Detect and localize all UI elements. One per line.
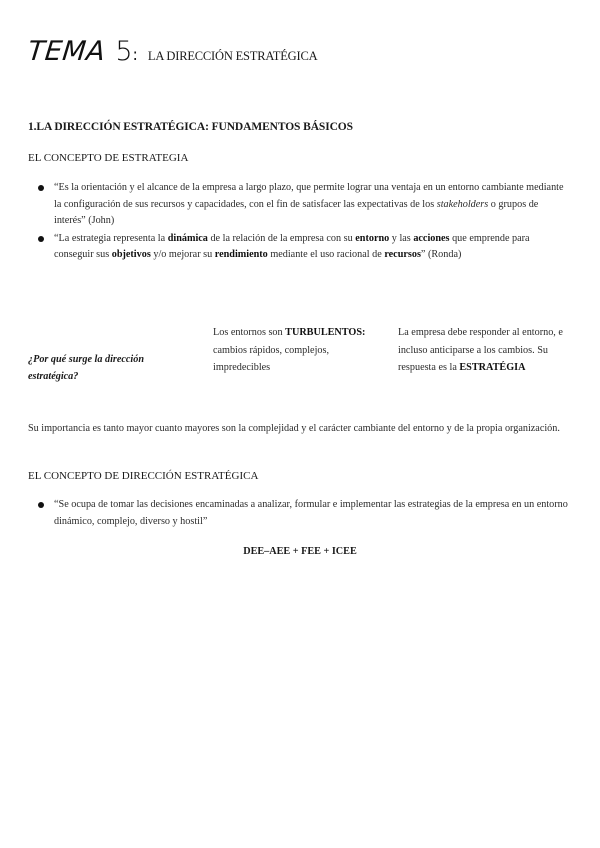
- importance-paragraph: Su importancia es tanto mayor cuanto mayores son la complejidad y el carácter cambiante del entorno y de la propia organización.: [28, 423, 560, 434]
- direccion-definition-list: [36, 497, 570, 530]
- respuesta-cell: [398, 324, 573, 377]
- keyword-entorno: entorno: [355, 232, 390, 244]
- heading-concepto-estrategia: EL CONCEPTO DE ESTRATEGIA: [28, 152, 189, 164]
- section-heading-fundamentos: 1.LA DIRECCIÓN ESTRATÉGICA: FUNDAMENTOS BÁSICOS: [28, 121, 353, 133]
- quote-text: mediante el uso racional de: [267, 249, 385, 260]
- list-item: [36, 180, 570, 230]
- quote-text: que emprende para conseguir sus: [54, 232, 530, 260]
- cell-text: cambios rápidos, complejos, impredecibles: [213, 344, 330, 373]
- keyword-turbulentos: TURBULENTOS:: [285, 327, 366, 338]
- keyword-rendimiento: rendimiento: [214, 249, 268, 260]
- quote-text-end: o grupos de interés” (John): [54, 198, 539, 226]
- document-title: [28, 36, 317, 67]
- stakeholders-term: stakeholders: [436, 198, 489, 210]
- keyword-dinamica: dinámica: [167, 232, 208, 244]
- cell-text: La empresa debe responder al entorno, e incluso anticiparse a los cambios. Su respuesta es la: [398, 327, 563, 373]
- quote-text: y las: [389, 232, 414, 244]
- heading-concepto-direccion: EL CONCEPTO DE DIRECCIÓN ESTRATÉGICA: [28, 470, 259, 482]
- quote-text: de la relación de la empresa con su: [207, 232, 356, 244]
- tema-number: 5: [115, 36, 133, 67]
- tema-colon: :: [132, 45, 138, 64]
- keyword-recursos: recursos: [384, 249, 421, 260]
- quote-text: “La estrategia representa la: [54, 232, 168, 244]
- formula: DEE–AEE + FEE + ICEE: [243, 546, 357, 557]
- list-item: [36, 231, 570, 264]
- quote-text-end: ” (Ronda): [420, 249, 462, 260]
- keyword-acciones: acciones: [413, 232, 450, 244]
- cell-text: Los entornos son: [213, 327, 286, 338]
- why-strategy-table: [28, 322, 576, 394]
- estrategia-definitions-list: [36, 180, 570, 264]
- keyword-estrategia: ESTRATÉGIA: [459, 362, 526, 373]
- keyword-objetivos: objetivos: [111, 249, 151, 260]
- tema-label: TEMA: [26, 36, 107, 67]
- quote-text: “Es la orientación y el alcance de la empresa a largo plazo, que permite lograr una ventaja en un entorno cambiante mediante la configuración de sus recursos y capacidades, con el fin de satisfacer las expectativas de los: [54, 182, 564, 210]
- quote-text: “Se ocupa de tomar las decisiones encaminadas a analizar, formular e implementar las estrategias de la empresa en un entorno dinámico, complejo, diverso y hostil”: [54, 499, 568, 527]
- tema-title: LA DIRECCIÓN ESTRATÉGICA: [147, 49, 318, 63]
- entornos-cell: [213, 324, 388, 377]
- list-item: [36, 497, 570, 530]
- why-question: ¿Por qué surge la dirección estratégica?: [28, 354, 145, 382]
- quote-text: y/o mejorar su: [150, 249, 215, 260]
